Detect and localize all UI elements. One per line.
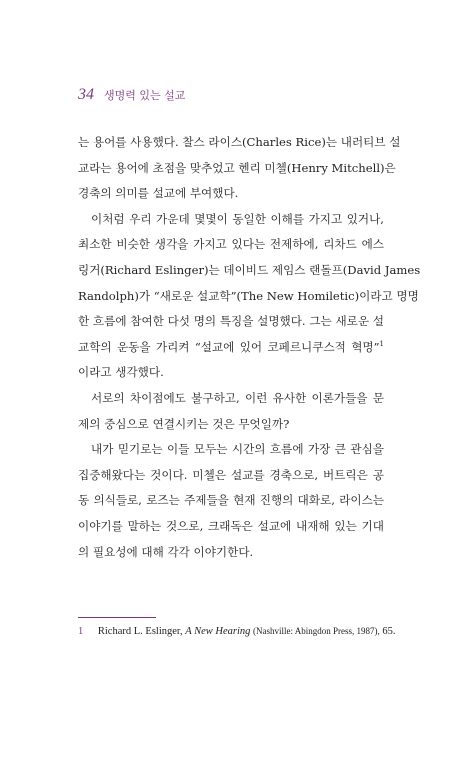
text-line: 집중해왔다는 것이다. 미첼은 설교를 경축으로, 버트릭은 공 <box>78 467 384 482</box>
text-line: 이야기를 말하는 것으로, 크래독은 설교에 내재해 있는 기대 <box>78 518 384 533</box>
chapter-title: 생명력 있는 설교 <box>104 89 186 102</box>
text-line: Randolph)가 “새로운 설교학”(The New Homiletic)이라고 명명 <box>78 288 419 303</box>
text-line: 제의 중심으로 연결시키는 것은 무엇일까? <box>78 416 290 431</box>
body-text <box>78 130 421 565</box>
text-line: 최소한 비슷한 생각을 가지고 있다는 전제하에, 리차드 에스 <box>78 237 384 252</box>
paragraph-3 <box>78 386 384 437</box>
text-line: 이라고 생각했다. <box>78 365 164 380</box>
text-line: 동 의식들로, 로즈는 주제들을 현재 진행의 대화로, 라이스는 <box>78 493 384 508</box>
page-number: 34 <box>78 86 94 103</box>
text-line-with-footnote <box>78 335 384 361</box>
text-line: 교라는 용어에 초점을 맞추었고 헨리 미첼(Henry Mitchell)은 <box>78 160 396 175</box>
footnote-page: 65. <box>382 626 396 637</box>
paragraph-2 <box>78 207 421 386</box>
footnote-publisher: (Nashville: Abingdon Press, 1987), <box>253 626 380 636</box>
paragraph-1 <box>78 130 401 207</box>
paragraph-4 <box>78 437 384 565</box>
text-line: 는 용어를 사용했다. 찰스 라이스(Charles Rice)는 내러티브 설 <box>78 135 401 149</box>
text-line: 한 흐름에 참여한 다섯 명의 특징을 설명했다. 그는 새로운 설 <box>78 314 384 329</box>
footnote-title: A New Hearing <box>185 626 251 637</box>
text-line: 내가 믿기로는 이들 모두는 시간의 흐름에 가장 큰 관심을 <box>91 442 384 457</box>
text-line: 의 필요성에 대해 각각 이야기한다. <box>78 544 254 559</box>
text-line: 링거(Richard Eslinger)는 데이비드 제임스 랜돌프(David James <box>78 262 421 277</box>
text-line: 이처럼 우리 가운데 몇몇이 동일한 이해를 가지고 있거나, <box>91 211 384 226</box>
footnote-divider <box>78 617 156 618</box>
text-line: 서로의 차이점에도 불구하고, 이런 유사한 이론가들을 문 <box>91 390 384 405</box>
footnote-author: Richard L. Eslinger, <box>97 626 183 637</box>
text-line: 교학의 운동을 가리켜 “설교에 있어 코페르니쿠스적 혁명” <box>78 339 380 354</box>
text-line: 경축의 의미를 설교에 부여했다. <box>78 186 239 201</box>
running-header <box>78 86 185 104</box>
footnote-reference[interactable]: 1 <box>379 339 384 348</box>
footnote-number: 1 <box>78 626 84 637</box>
footnote <box>78 626 398 637</box>
